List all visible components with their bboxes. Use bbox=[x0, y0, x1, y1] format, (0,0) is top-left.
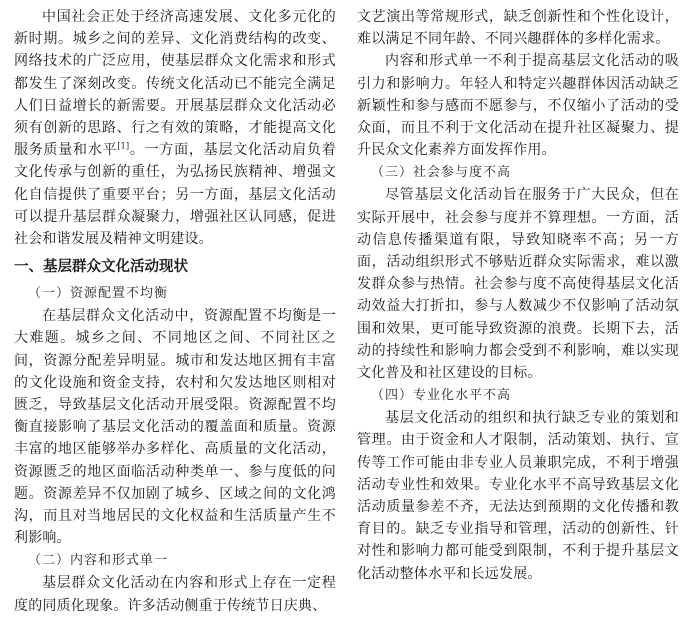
subsection-heading-4: （四）专业化水平不高 bbox=[371, 388, 512, 404]
right-column bbox=[357, 6, 679, 585]
continued-paragraph: 文艺演出等常规形式，缺乏创新性和个性化设计，难以满足不同年龄、不同兴趣群体的多样化需求。 bbox=[357, 9, 679, 48]
citation-ref: [1] bbox=[117, 141, 130, 151]
subsection-1-paragraph: 在基层群众文化活动中，资源配置不均衡是一大难题。城乡之间、不同地区之间、不同社区之间，资源分配差异明显。城市和发达地区拥有丰富的文化设施和资金支持，农村和欠发达地区则相对匮乏，导致基层文化活动开展受限。资源配置不均衡直接影响了基层文化活动的覆盖面和质量。资源丰富的地区能够举办多样化、高质量的文化活动，资源匮乏的地区面临活动种类单一、参与度低的问题。资源差异不仅加剧了城乡、区域之间的文化鸿沟，而且对当地居民的文化权益和生活质量产生不利影响。 bbox=[14, 308, 336, 547]
subsection-3-paragraph: 尽管基层文化活动旨在服务于广大民众，但在实际开展中，社会参与度并不算理想。一方面，活动信息传播渠道有限，导致知晓率不高；另一方面，活动组织形式不够贴近群众实际需求，难以激发群众参与热情。社会参与度不高使得基层文化活动效益大打折扣，参与人数减少不仅影响了活动氛围和效果，更可能导致资源的浪费。长期下去，活动的持续性和影响力都会受到不利影响，难以实现文化普及和社区建设的目标。 bbox=[357, 187, 679, 382]
subsection-2-paragraph-2: 内容和形式单一不利于提高基层文化活动的吸引力和影响力。年轻人和特定兴趣群体因活动缺乏新颖性和参与感而不愿参与，不仅缩小了活动的受众面，而且不利于文化活动在提升社区凝聚力、提升民众文化素养方面发挥作用。 bbox=[357, 53, 679, 159]
subsection-2-paragraph: 基层群众文化活动在内容和形式上存在一定程度的同质化现象。许多活动侧重于传统节日庆典、 bbox=[14, 575, 336, 614]
intro-text-a: 中国社会正处于经济高速发展、文化多元化的新时期。城乡之间的差异、文化消费结构的改变、网络技术的广泛应用，使基层群众文化需求和形式都发生了深刻改变。传统文化活动已不能完全满足人们日益增长的新需要。开展基层群众文化活动必须有创新的思路、行之有效的策略，才能提高文化服务质量和水平 bbox=[14, 9, 336, 159]
subsection-heading-2: （二）内容和形式单一 bbox=[28, 553, 169, 569]
intro-text-b: 。一方面，基层文化活动肩负着文化传承与创新的重任，为弘扬民族精神、增强文化自信提供了重要平台；另一方面，基层文化活动可以提升基层群众凝聚力，增强社区认同感，促进社会和谐发展及精神文明建设。 bbox=[14, 142, 336, 248]
intro-paragraph bbox=[14, 6, 336, 250]
left-column bbox=[14, 6, 336, 617]
section-heading: 一、基层群众文化活动现状 bbox=[14, 259, 188, 276]
subsection-heading-3: （三）社会参与度不高 bbox=[371, 165, 512, 181]
subsection-heading-1: （一）资源配置不均衡 bbox=[28, 286, 169, 302]
subsection-4-paragraph: 基层文化活动的组织和执行缺乏专业的策划和管理。由于资金和人才限制，活动策划、执行、宣传等工作可能由非专业人员兼职完成，不利于增强活动专业性和效果。专业化水平不高导致基层文化活动质量参差不齐，无法达到预期的文化传播和教育目的。缺乏专业指导和管理，活动的创新性、针对性和影响力都可能受到限制，不利于提升基层文化活动整体水平和长远发展。 bbox=[357, 410, 679, 582]
